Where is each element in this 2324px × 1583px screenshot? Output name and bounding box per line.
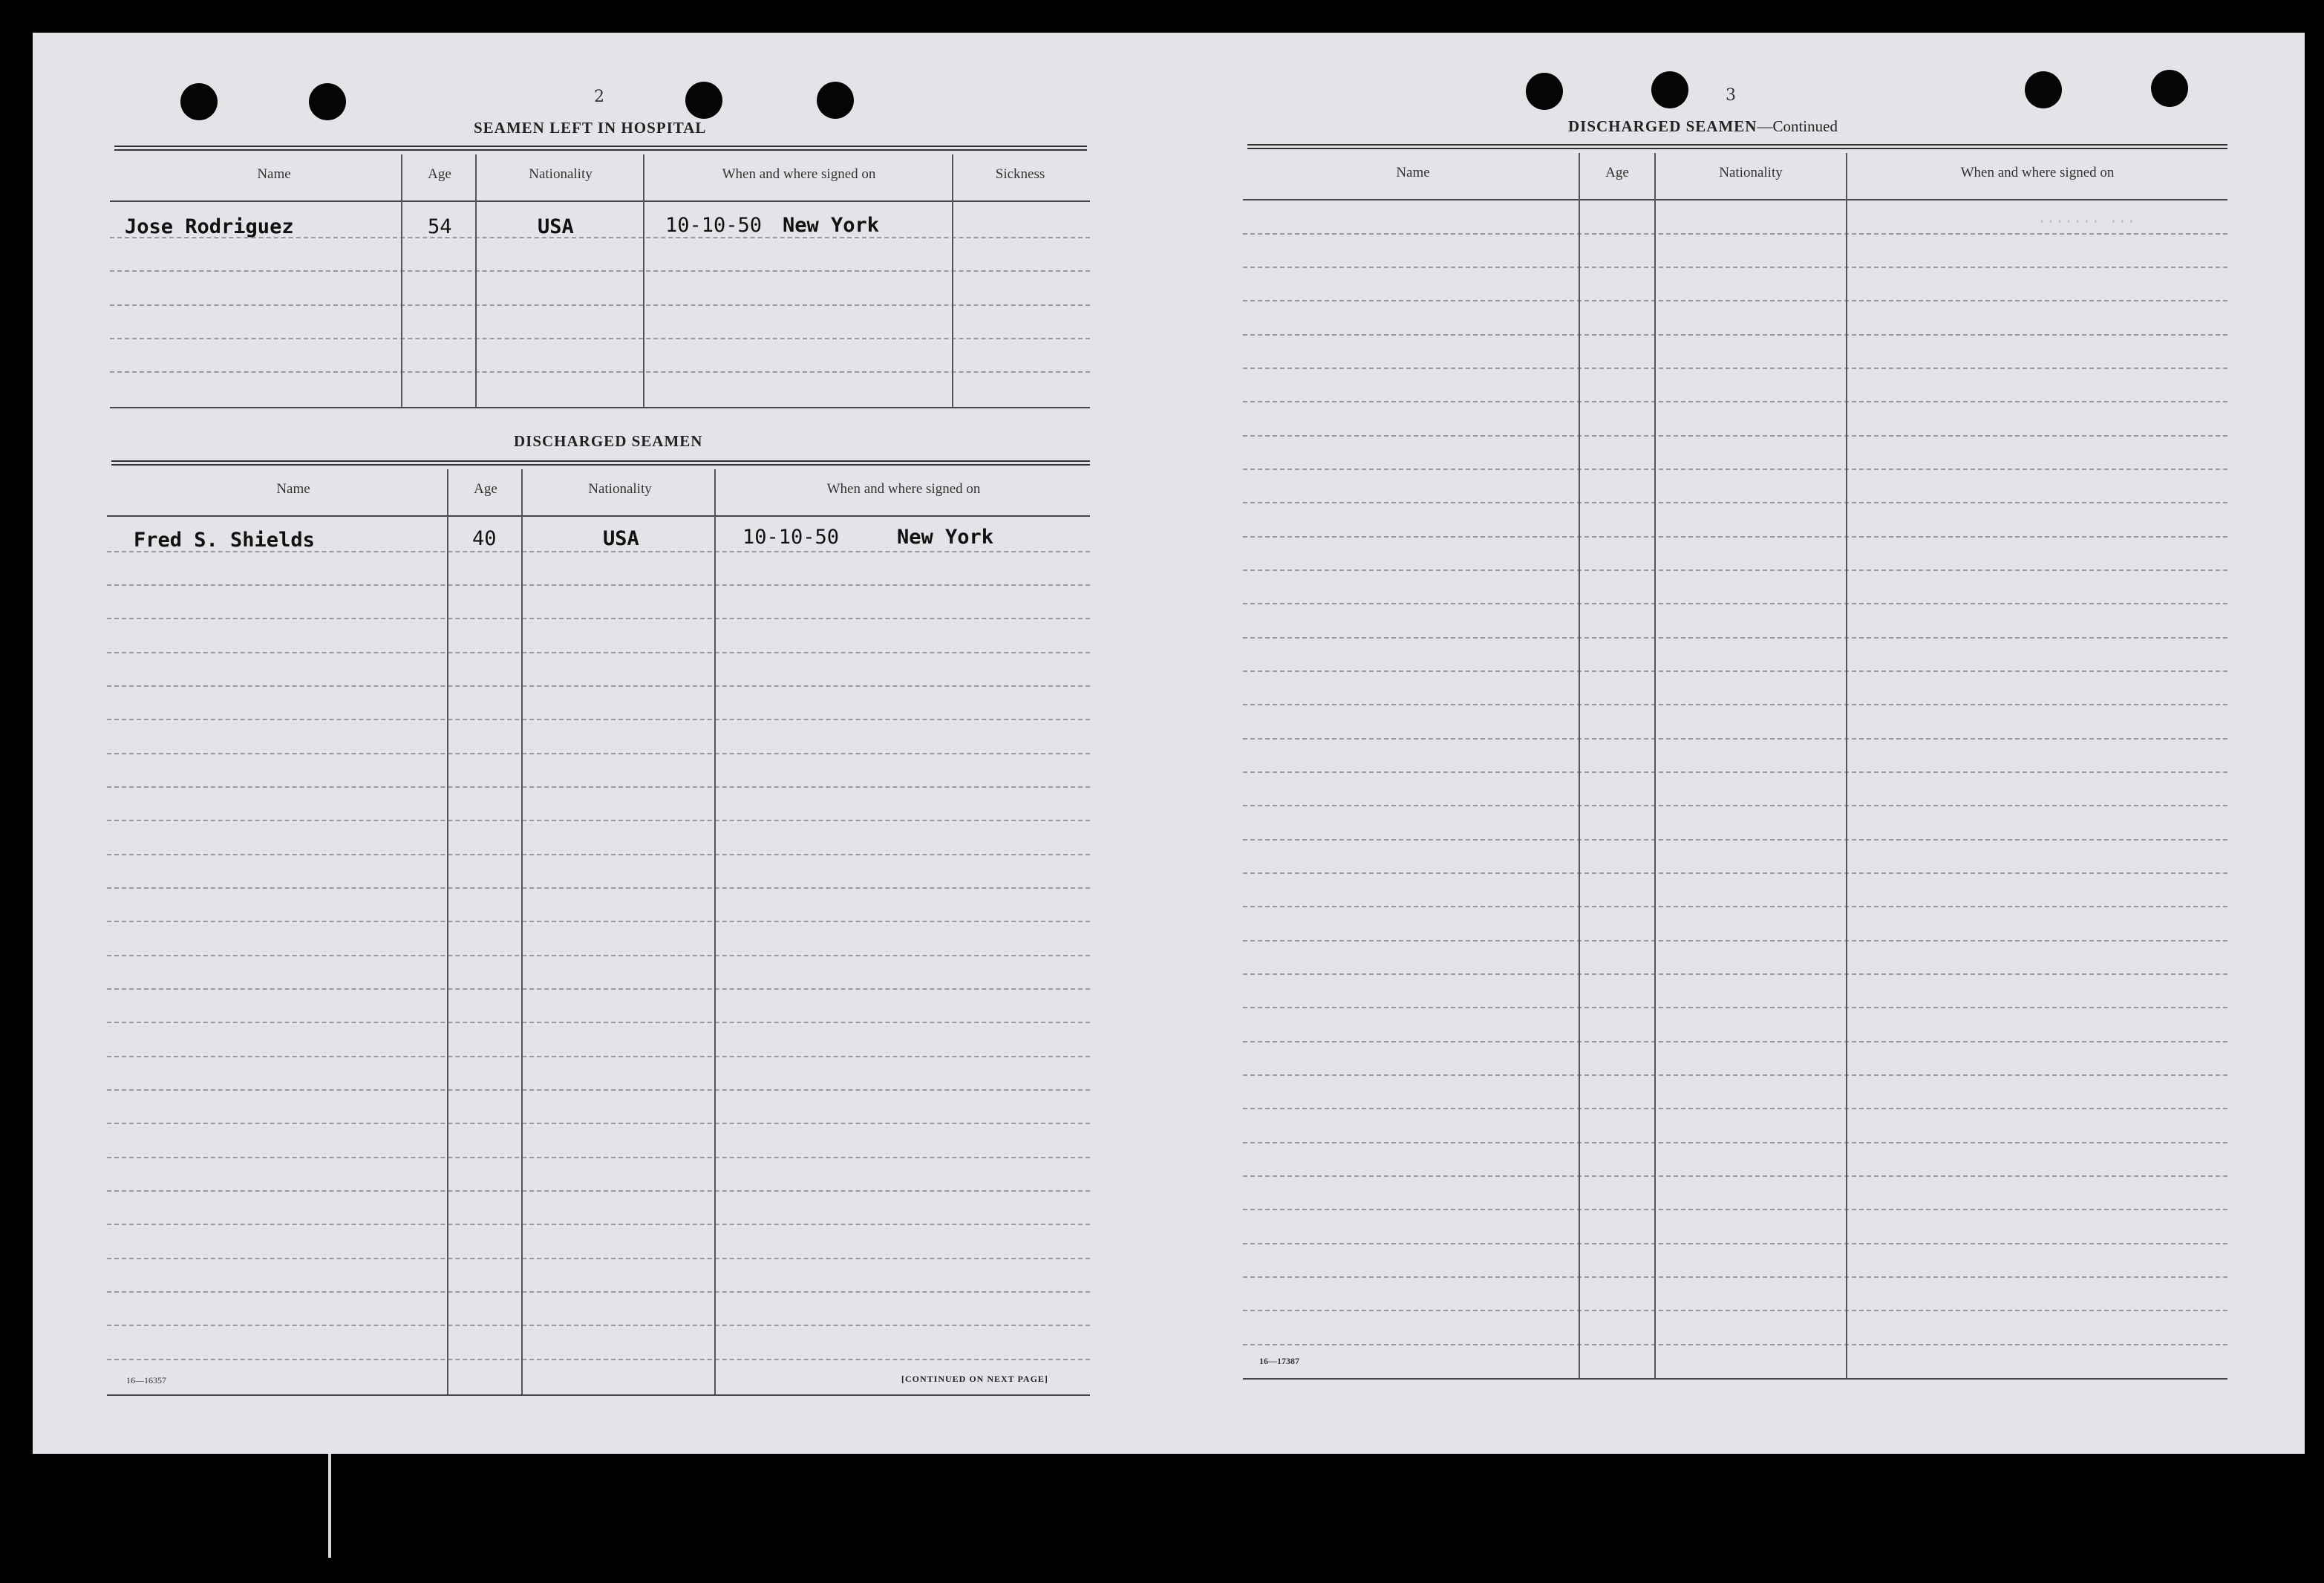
document-sheet	[33, 33, 2305, 1454]
row-rule	[107, 1123, 1090, 1124]
row-rule	[1243, 704, 2227, 705]
punch-hole	[1526, 73, 1563, 110]
row-rule	[107, 1157, 1090, 1158]
hospital-row-age: 54	[428, 215, 452, 238]
right-col-age: Age	[1605, 165, 1629, 180]
hospital-col-signed-on: When and where signed on	[722, 166, 876, 182]
hospital-bottom-rule	[110, 407, 1090, 408]
binding-thread	[328, 1454, 331, 1558]
discharged-col-signed-on: When and where signed on	[826, 481, 981, 497]
col-divider	[1846, 153, 1847, 1378]
hospital-row-nationality: USA	[538, 215, 574, 238]
row-rule	[1243, 1310, 2227, 1311]
hospital-section-title: SEAMEN LEFT IN HOSPITAL	[474, 119, 707, 137]
row-rule	[1243, 569, 2227, 571]
row-rule	[1243, 940, 2227, 941]
row-rule	[107, 854, 1090, 855]
col-divider	[401, 154, 402, 407]
punch-hole	[309, 83, 346, 120]
row-rule	[1243, 872, 2227, 874]
row-rule	[1243, 300, 2227, 301]
row-rule	[1243, 1041, 2227, 1042]
row-rule	[1243, 233, 2227, 235]
row-rule	[1243, 670, 2227, 672]
punch-hole	[817, 82, 854, 119]
col-divider	[1579, 153, 1580, 1378]
discharged-row-name: Fred S. Shields	[134, 529, 315, 552]
discharged-row-place: New York	[897, 526, 994, 549]
right-top-rule	[1247, 144, 2227, 149]
right-section-title	[1568, 117, 1838, 136]
row-rule	[1243, 1007, 2227, 1008]
row-rule	[1243, 1276, 2227, 1278]
row-rule	[1243, 536, 2227, 538]
row-rule	[107, 584, 1090, 586]
row-rule	[1243, 1243, 2227, 1244]
row-rule	[107, 921, 1090, 922]
row-rule	[1243, 839, 2227, 841]
right-title-suffix: —Continued	[1757, 117, 1838, 135]
row-rule	[1243, 1175, 2227, 1177]
row-rule	[107, 1224, 1090, 1225]
row-rule	[1243, 469, 2227, 470]
discharged-col-age: Age	[474, 481, 497, 497]
row-rule	[1243, 435, 2227, 437]
row-rule	[107, 652, 1090, 653]
col-divider	[952, 154, 953, 407]
col-divider	[643, 154, 644, 407]
hospital-row-name: Jose Rodriguez	[125, 215, 294, 238]
row-rule	[1243, 906, 2227, 907]
discharged-header-rule	[107, 515, 1090, 517]
discharged-row-date: 10-10-50	[742, 526, 840, 549]
row-rule	[107, 1359, 1090, 1360]
row-rule	[107, 786, 1090, 788]
row-rule	[1243, 502, 2227, 503]
row-rule	[1243, 1209, 2227, 1210]
discharged-bottom-rule	[107, 1394, 1090, 1396]
hospital-top-rule	[114, 146, 1087, 151]
hospital-row-date: 10-10-50	[665, 214, 763, 237]
col-divider	[714, 469, 716, 1394]
row-rule	[1243, 771, 2227, 773]
row-rule	[1243, 603, 2227, 604]
right-col-signed-on: When and where signed on	[1960, 165, 2115, 180]
row-rule	[107, 1022, 1090, 1023]
row-rule	[107, 719, 1090, 720]
row-rule	[107, 955, 1090, 956]
right-title-main: DISCHARGED SEAMEN	[1568, 117, 1757, 135]
row-rule	[1243, 1344, 2227, 1345]
form-number-right: 16—17387	[1259, 1356, 1299, 1366]
discharged-row-age: 40	[472, 527, 497, 550]
row-rule	[1243, 805, 2227, 806]
row-rule	[107, 820, 1090, 821]
row-rule	[107, 1258, 1090, 1259]
row-rule	[1243, 334, 2227, 336]
row-rule	[107, 685, 1090, 687]
discharged-row-nationality: USA	[603, 527, 639, 550]
punch-hole	[685, 82, 722, 119]
row-rule	[1243, 368, 2227, 369]
hospital-header-rule	[110, 200, 1090, 202]
col-divider	[1654, 153, 1656, 1378]
hospital-col-sickness: Sickness	[995, 166, 1045, 182]
row-rule	[1243, 637, 2227, 639]
punch-hole	[1651, 71, 1688, 108]
right-col-name: Name	[1396, 165, 1430, 180]
right-col-nationality: Nationality	[1719, 165, 1783, 180]
discharged-col-nationality: Nationality	[588, 481, 652, 497]
row-rule	[107, 1089, 1090, 1091]
col-divider	[521, 469, 523, 1394]
row-rule	[1243, 1074, 2227, 1076]
form-number-left: 16—16357	[126, 1375, 166, 1385]
row-rule	[110, 270, 1090, 272]
row-rule	[1243, 1108, 2227, 1109]
row-rule	[1243, 401, 2227, 402]
row-rule	[110, 371, 1090, 373]
discharged-section-title: DISCHARGED SEAMEN	[514, 432, 703, 450]
punch-hole	[180, 83, 218, 120]
row-rule	[107, 988, 1090, 990]
row-rule	[1243, 267, 2227, 268]
continued-note: [CONTINUED ON NEXT PAGE]	[901, 1374, 1048, 1384]
hospital-col-name: Name	[257, 166, 291, 182]
row-rule	[1243, 1142, 2227, 1143]
row-rule	[107, 753, 1090, 754]
row-rule	[110, 304, 1090, 306]
hospital-row-place: New York	[783, 214, 880, 237]
bleed-through-marks: ······· ···	[2037, 212, 2136, 230]
punch-hole	[2151, 70, 2188, 107]
col-divider	[475, 154, 477, 407]
right-header-rule	[1243, 199, 2227, 200]
discharged-top-rule	[111, 460, 1090, 466]
hospital-col-nationality: Nationality	[529, 166, 593, 182]
col-divider	[447, 469, 448, 1394]
row-rule	[107, 887, 1090, 889]
page-number-right: 3	[1726, 86, 1736, 105]
row-rule	[107, 1325, 1090, 1326]
row-rule	[107, 1291, 1090, 1293]
right-bottom-rule	[1243, 1378, 2227, 1380]
page-number-left: 2	[594, 88, 604, 106]
punch-hole	[2025, 71, 2062, 108]
row-rule	[107, 618, 1090, 619]
row-rule	[107, 1190, 1090, 1192]
row-rule	[1243, 973, 2227, 975]
discharged-col-name: Name	[276, 481, 310, 497]
row-rule	[1243, 738, 2227, 740]
row-rule	[107, 1056, 1090, 1057]
hospital-col-age: Age	[428, 166, 451, 182]
row-rule	[110, 338, 1090, 339]
